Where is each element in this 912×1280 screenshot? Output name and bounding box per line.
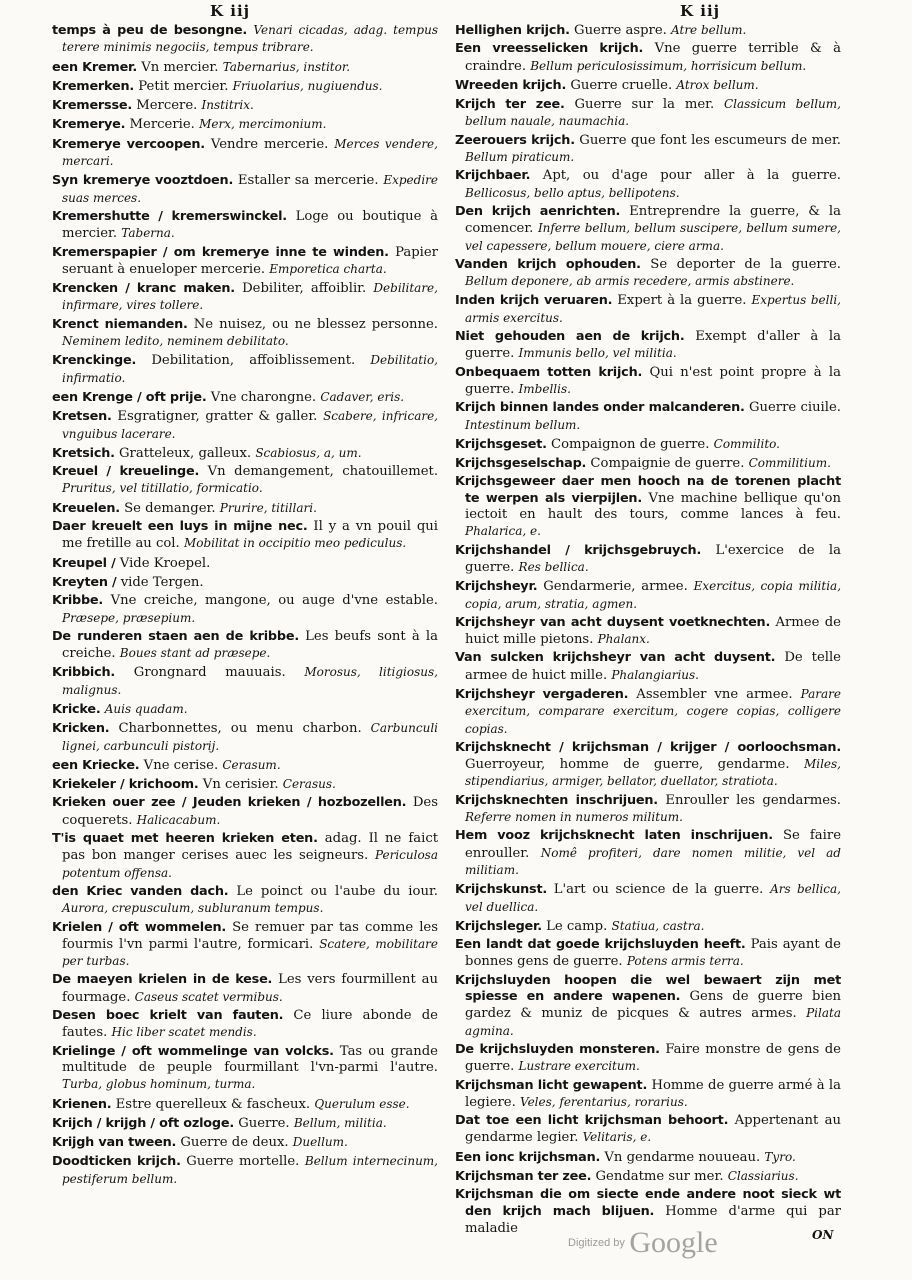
- dictionary-entry: [52, 920, 438, 971]
- french-gloss: Vne machine bellique qu'on iectoit en hault des tours, comme lances à feu.: [465, 490, 841, 523]
- headword: Krijchsheyr.: [455, 579, 538, 595]
- headword: Krijchsheyr van acht duysent voetknechten.: [455, 614, 771, 630]
- dictionary-entry: [455, 973, 841, 1040]
- french-gloss: Se remuer par tas comme les fourmis l'vn parmi l'autre, formicari.: [62, 919, 438, 952]
- latin-gloss: Ars bellica, vel duellica.: [465, 882, 841, 914]
- headword: Krijchbaer.: [455, 168, 531, 184]
- french-gloss: Papier seruant à enueloper mercerie.: [62, 244, 438, 277]
- headword: Hem vooz krijchsknecht laten inschrijuen.: [455, 828, 773, 844]
- french-gloss: Mercere.: [136, 98, 198, 114]
- dictionary-entry: [52, 1096, 438, 1113]
- google-watermark: [568, 1226, 718, 1260]
- watermark-brand: Google: [629, 1226, 718, 1259]
- headword: Kremerye vercoopen.: [52, 136, 205, 152]
- headword: Niet gehouden aen de krijch.: [455, 329, 685, 345]
- headword: Kremerye.: [52, 117, 126, 133]
- latin-gloss: Prurire, titillari.: [219, 500, 317, 515]
- latin-gloss: Cerasum.: [222, 757, 281, 772]
- french-gloss: Guerre ciuile.: [748, 400, 841, 416]
- latin-gloss: Pilata agmina.: [465, 1006, 841, 1038]
- latin-gloss: Bellum, militia.: [293, 1115, 387, 1130]
- french-gloss: Les beufs sont à la creiche.: [62, 628, 438, 662]
- dictionary-entry: [455, 474, 841, 540]
- dictionary-entry: [455, 686, 841, 738]
- french-gloss: Ne nuisez, ou ne blessez personne.: [193, 316, 438, 332]
- latin-gloss: Potens armis terra.: [626, 954, 744, 969]
- headword: Krijchsgeset.: [455, 436, 547, 452]
- headword: Kreuelen.: [52, 500, 120, 516]
- latin-gloss: Merx, mercimonium.: [199, 117, 327, 132]
- dictionary-entry: [455, 881, 841, 916]
- french-gloss: Pais ayant de bonnes gens de guerre.: [465, 937, 841, 970]
- french-gloss: Enrouller les gendarmes.: [665, 792, 841, 808]
- latin-gloss: Veles, ferentarius, rorarius.: [520, 1094, 688, 1109]
- french-gloss: Estre querelleux & fascheux.: [115, 1096, 311, 1112]
- headword: Kremerken.: [52, 78, 135, 94]
- headword: Hellighen krijch.: [455, 23, 570, 38]
- headword: Kribbe.: [52, 593, 104, 609]
- headword: Kreuel / kreuelinge.: [52, 464, 200, 480]
- latin-gloss: Nomê profiteri, dare nomen militie, vel ad militiam.: [465, 845, 841, 877]
- french-gloss: De telle armee de huict mille.: [465, 650, 841, 683]
- latin-gloss: Expertus belli, armis exercitus.: [465, 293, 841, 325]
- dictionary-entry: [455, 257, 841, 291]
- running-header-left: K iij: [210, 2, 251, 20]
- dictionary-entry: [52, 1153, 438, 1188]
- dictionary-entry: [52, 1008, 438, 1042]
- dictionary-entry: [52, 884, 438, 918]
- dictionary-entry: [455, 740, 841, 791]
- latin-gloss: Immunis bello, vel militia.: [518, 346, 677, 361]
- french-gloss: Vne creiche, mangone, ou auge d'vne estable.: [110, 593, 438, 609]
- french-gloss: Vide Kroepel.: [119, 555, 211, 571]
- headword: Vanden krijch ophouden.: [455, 256, 641, 272]
- headword: Krijch binnen landes onder malcanderen.: [455, 400, 745, 416]
- headword: temps à peu de besongne.: [52, 23, 248, 38]
- latin-gloss: Caseus scatet vermibus.: [134, 989, 283, 1004]
- latin-gloss: Phalangiarius.: [611, 667, 699, 682]
- headword: Syn kremerye vooztdoen.: [52, 173, 234, 189]
- french-gloss: vide Tergen.: [120, 574, 204, 590]
- latin-gloss: Cerasus.: [282, 777, 336, 792]
- latin-gloss: Hic liber scatet mendis.: [111, 1025, 257, 1040]
- dictionary-entry: [52, 59, 438, 76]
- latin-gloss: Statiua, castra.: [611, 918, 705, 933]
- dictionary-entry: [52, 1044, 438, 1094]
- watermark-prefix: Digitized by: [568, 1237, 625, 1249]
- french-gloss: Debilitation, affoiblissement.: [151, 353, 356, 369]
- latin-gloss: Parare exercitum, comparare exercitum, cogere copias, colligere copias.: [465, 686, 841, 736]
- french-gloss: Des coquerets.: [62, 795, 438, 828]
- headword: een Kremer.: [52, 59, 137, 75]
- french-gloss: Vendre mercerie.: [210, 136, 329, 152]
- dictionary-entry: [455, 615, 841, 649]
- dictionary-entry: [52, 757, 438, 774]
- french-gloss: Vne guerre terrible & à craindre.: [465, 41, 841, 74]
- dictionary-entry: [455, 41, 841, 75]
- dictionary-entry: [455, 168, 841, 202]
- headword: Krenct niemanden.: [52, 316, 188, 332]
- french-gloss: Se demanger.: [124, 500, 216, 516]
- latin-gloss: Debilitatio, infirmatio.: [62, 353, 438, 385]
- latin-gloss: Boues stant ad præsepe.: [119, 646, 271, 661]
- french-gloss: Charbonnettes, ou menu charbon.: [118, 721, 362, 737]
- french-gloss: Guerre sur la mer.: [574, 97, 715, 113]
- latin-gloss: Scatere, mobilitare per turbas.: [62, 936, 438, 969]
- headword: Dat toe een licht krijchsman behoort.: [455, 1113, 729, 1129]
- latin-gloss: Miles, stipendiarius, armiger, bellator, duellator, stratiota.: [465, 757, 841, 789]
- latin-gloss: Inferre bellum, bellum suscipere, bellum sumere, vel capessere, bellum mouere, ciere arma.: [465, 221, 841, 253]
- latin-gloss: Periculosa potentum offensa.: [62, 848, 438, 880]
- dictionary-entry: [455, 96, 841, 131]
- french-gloss: Gens de guerre bien gardez & muniz de picques & autres armes.: [465, 989, 841, 1022]
- latin-gloss: Præsepe, præsepium.: [62, 610, 196, 625]
- dictionary-entry: [52, 245, 438, 279]
- latin-gloss: Phalanx.: [597, 632, 650, 647]
- headword: Kribbich.: [52, 665, 116, 681]
- french-gloss: Apt, ou d'age pour aller à la guerre.: [542, 168, 841, 184]
- headword: De krijchsluyden monsteren.: [455, 1041, 660, 1057]
- dictionary-entry: [455, 400, 841, 434]
- headword: den Kriec vanden dach.: [52, 883, 229, 899]
- latin-gloss: Expedire suas merces.: [62, 173, 438, 205]
- dictionary-entry: [455, 77, 841, 94]
- dictionary-entry: [455, 329, 841, 363]
- french-gloss: Gendarmerie, armee.: [543, 579, 688, 595]
- headword: Krijchsluyden hoopen die wel bewaert zijn met spiesse en anderе wapenen.: [455, 972, 841, 1005]
- dictionary-entry: [455, 1042, 841, 1076]
- headword: Krijch / krijgh / oft ozloge.: [52, 1115, 234, 1131]
- latin-gloss: Morosus, litigiosus, malignus.: [62, 665, 438, 697]
- headword: Kremersse.: [52, 98, 133, 114]
- dictionary-entry: [455, 292, 841, 327]
- dictionary-entry: [455, 918, 841, 935]
- dictionary-entry: [52, 280, 438, 315]
- headword: Krijch ter zee.: [455, 97, 565, 113]
- headword: Zeerouers krijch.: [455, 132, 575, 148]
- headword: Krijchsman ter zee.: [455, 1169, 592, 1184]
- french-gloss: Vn gendarme nouueau.: [604, 1149, 761, 1165]
- headword: Kremerspapier / om kremerye inne te winden.: [52, 244, 389, 260]
- headword: Krielinge / oft wommelinge van volcks.: [52, 1043, 334, 1059]
- french-gloss: Guerre de deux.: [180, 1135, 289, 1151]
- latin-gloss: Tabernarius, institor.: [222, 59, 351, 74]
- dictionary-entry: [52, 519, 438, 553]
- french-gloss: Se deporter de la guerre.: [650, 256, 841, 272]
- dictionary-entry: [52, 555, 438, 572]
- headword: Krijgh van tween.: [52, 1135, 177, 1151]
- headword: Krijchsheyr vergaderen.: [455, 686, 629, 702]
- french-gloss: L'exercice de la guerre.: [465, 542, 841, 575]
- latin-gloss: Scabiosus, a, um.: [255, 445, 362, 460]
- latin-gloss: Mobilitat in occipitio meo pediculus.: [183, 536, 407, 551]
- french-gloss: Le camp.: [546, 918, 608, 934]
- french-gloss: Qui n'est point propre à la guerre.: [465, 364, 841, 397]
- latin-gloss: Referre nomen in numeros militum.: [465, 810, 683, 825]
- french-gloss: Le poinct ou l'aube du iour.: [236, 883, 438, 899]
- headword: Krielen / oft wommelen.: [52, 919, 227, 935]
- latin-gloss: Phalarica, e.: [465, 524, 541, 539]
- french-gloss: Assembler vne armee.: [636, 686, 793, 702]
- french-gloss: Expert à la guerre.: [617, 293, 747, 309]
- dictionary-entry: [455, 543, 841, 577]
- headword: Krijchsgeselschap.: [455, 456, 587, 472]
- headword: Een landt dat goede krijchsluyden heeft.: [455, 937, 746, 953]
- headword: Kretsich.: [52, 445, 115, 461]
- dictionary-entry: [455, 937, 841, 971]
- french-gloss: Vne charongne.: [210, 389, 317, 405]
- french-gloss: Il y a vn pouil qui me fretille au col.: [62, 519, 438, 552]
- latin-gloss: Scabere, infricare, vnguibus lacerare.: [62, 409, 438, 441]
- french-gloss: Petit mercier.: [138, 78, 229, 94]
- french-gloss: Estaller sa mercerie.: [237, 173, 379, 189]
- latin-gloss: Commilitium.: [748, 456, 831, 471]
- french-gloss: Mercerie.: [129, 117, 195, 133]
- latin-gloss: Neminem ledito, neminem debilitato.: [62, 334, 289, 349]
- latin-gloss: Friuolarius, nugiuendus.: [232, 78, 383, 93]
- headword: Kremershutte / kremerswinckel.: [52, 208, 287, 224]
- french-gloss: Homme d'arme qui par maladie: [465, 1203, 841, 1236]
- headword: Den krijch aenrichten.: [455, 203, 621, 219]
- dictionary-entry: [52, 78, 438, 95]
- latin-gloss: Commilito.: [713, 436, 780, 451]
- french-gloss: Guerroyeur, homme de guerre, gendarme.: [465, 757, 790, 773]
- french-gloss: Esgratigner, gratter & galler.: [117, 409, 318, 425]
- headword: Krieken ouer zee / Jeuden krieken / hozbozellen.: [52, 795, 407, 811]
- latin-gloss: Bellum piraticum.: [465, 150, 575, 165]
- dictionary-entry: [52, 172, 438, 207]
- french-gloss: Compaignon de guerre.: [551, 436, 710, 452]
- dictionary-entry: [455, 436, 841, 453]
- dictionary-entry: [52, 464, 438, 498]
- french-gloss: Les vers fourmillent au fourmage.: [62, 972, 438, 1005]
- headword: Kretsen.: [52, 409, 112, 425]
- dictionary-entry: [455, 578, 841, 613]
- headword: Een ionc krijchsman.: [455, 1149, 601, 1165]
- headword: Krijchshandel / krijchsgebruych.: [455, 542, 702, 558]
- french-gloss: Vn mercier.: [141, 59, 219, 75]
- dictionary-entry: [52, 209, 438, 243]
- latin-gloss: Bellum periculosissimum, horrisicum bellum.: [530, 58, 807, 73]
- headword: De runderen staen aen de kribbe.: [52, 628, 299, 644]
- dictionary-entry: [52, 408, 438, 443]
- headword: Krijchskunst.: [455, 882, 548, 898]
- headword: een Krieckе.: [52, 757, 140, 773]
- latin-gloss: Lustrare exercitum.: [518, 1059, 640, 1074]
- headword: Krienen.: [52, 1096, 112, 1112]
- latin-gloss: Classiarius.: [727, 1169, 799, 1183]
- dictionary-entry: [52, 22, 438, 57]
- headword: Wreeden krijch.: [455, 77, 567, 93]
- french-gloss: Loge ou boutique à mercier.: [62, 208, 438, 242]
- dictionary-entry: [455, 204, 841, 255]
- latin-gloss: Pruritus, vel titillatio, formicatio.: [62, 481, 263, 496]
- headword: Onbequaem totten krijch.: [455, 364, 643, 380]
- headword: Krencken / kranc maken.: [52, 281, 235, 297]
- dictionary-entry: [455, 133, 841, 167]
- french-gloss: Homme de guerre armé à la legiere.: [465, 1077, 842, 1110]
- french-gloss: Guerre.: [238, 1115, 290, 1131]
- french-gloss: Se faire enrouller.: [465, 828, 841, 861]
- latin-gloss: Bellum internecinum, pestiferum bellum.: [62, 1154, 438, 1186]
- signature-mark: ON: [812, 1228, 834, 1242]
- dictionary-entry: [52, 317, 438, 351]
- french-gloss: Vne cerise.: [143, 757, 219, 773]
- latin-gloss: Bellicosus, bello aptus, bellipotens.: [465, 185, 680, 200]
- dictionary-entry: [52, 972, 438, 1006]
- latin-gloss: Velitaris, e.: [582, 1130, 652, 1145]
- headword: Krijchsknecht / krijchsman / krijger / oorloochsman.: [455, 739, 841, 755]
- french-gloss: Vn demangement, chatouillemet.: [207, 464, 439, 480]
- french-gloss: Guerre mortelle.: [186, 1154, 300, 1170]
- latin-gloss: Emporetica charta.: [269, 261, 387, 276]
- dictionary-entry: [52, 352, 438, 387]
- dictionary-entry: [455, 455, 841, 472]
- latin-gloss: Turba, globus hominum, turma.: [62, 1077, 256, 1092]
- dictionary-entry: [52, 500, 438, 517]
- dictionary-entry: [52, 593, 438, 627]
- dictionary-entry: [455, 1168, 841, 1185]
- dictionary-entry: [455, 1113, 841, 1147]
- dictionary-entry: [52, 664, 438, 699]
- headword: Krijchsknechten inschrijuen.: [455, 792, 658, 808]
- french-gloss: Gratteleux, galleux.: [119, 445, 252, 461]
- headword: Kreupel /: [52, 555, 116, 571]
- french-gloss: Vn cerisier.: [202, 777, 279, 793]
- french-gloss: Grongnard mauuais.: [133, 665, 286, 681]
- french-gloss: adag. Il ne faict pas bon manger cerises auec les seigneurs.: [62, 831, 439, 864]
- french-gloss: Armee de huict mille pietons.: [465, 614, 841, 648]
- latin-gloss: Cadaver, eris.: [320, 389, 405, 404]
- french-gloss: Compaignie de guerre.: [590, 456, 745, 472]
- dictionary-entry: [455, 365, 841, 399]
- latin-gloss: Halicacabum.: [136, 812, 221, 827]
- dictionary-entry: [52, 720, 438, 755]
- headword: Kricken.: [52, 721, 110, 737]
- french-gloss: Gendatme sur mer.: [595, 1169, 724, 1184]
- latin-gloss: Bellum deponere, ab armis recedere, armis abstinere.: [465, 274, 795, 289]
- french-gloss: Tas ou grande multitude de peuple fourmillant l'vn-parmi l'autre.: [62, 1043, 438, 1075]
- dictionary-entry: [52, 574, 438, 591]
- french-gloss: Ce liure abonde de fautes.: [62, 1008, 438, 1041]
- headword: Van sulcken krijchsheyr van acht duysent.: [455, 650, 776, 666]
- headword: Kriekeler / krichoom.: [52, 777, 199, 793]
- latin-gloss: Debilitare, infirmare, vires tollere.: [62, 281, 438, 313]
- latin-gloss: Querulum esse.: [314, 1096, 410, 1111]
- headword: een Krenge / oft prije.: [52, 389, 207, 405]
- latin-gloss: Institrix.: [201, 98, 254, 113]
- french-gloss: Guerre aspre.: [574, 23, 667, 38]
- dictionary-entry: [455, 793, 841, 827]
- latin-gloss: Merces vendere, mercari.: [62, 136, 438, 169]
- dictionary-entry: [52, 701, 438, 718]
- headword: T'is quaet met heeren krieken eten.: [52, 831, 318, 847]
- french-gloss: Guerre cruelle.: [570, 77, 673, 93]
- dictionary-entry: [455, 650, 841, 684]
- dictionary-entry: [455, 1078, 841, 1112]
- dictionary-entry: [52, 629, 438, 663]
- headword: Krijchsman licht gewapent.: [455, 1077, 648, 1093]
- latin-gloss: Intestinum bellum.: [465, 417, 581, 432]
- headword: Kricke.: [52, 701, 101, 717]
- left-column: [52, 22, 438, 1190]
- headword: Daer kreuelt een luys in mijne nec.: [52, 519, 308, 535]
- headword: Krijchsleger.: [455, 918, 542, 934]
- latin-gloss: Auis quadam.: [104, 701, 188, 716]
- dictionary-entry: [52, 776, 438, 793]
- latin-gloss: Carbunculi lignei, carbunculi pistorij.: [62, 721, 439, 753]
- headword: Krenckinge.: [52, 353, 137, 369]
- dictionary-entry: [455, 22, 841, 39]
- headword: Een vreesselicken krijch.: [455, 41, 644, 57]
- latin-gloss: Duellum.: [292, 1135, 348, 1150]
- dictionary-entry: [52, 795, 438, 829]
- dictionary-entry: [455, 1149, 841, 1166]
- headword: Inden krijch veruaren.: [455, 293, 613, 309]
- headword: Desen boec krielt van fauten.: [52, 1008, 284, 1024]
- french-gloss: Guerre que font les escumeurs de mer.: [579, 132, 841, 148]
- headword: Krijchsgeweer daer men hooch na de torenen placht te werpen als vierpijlen.: [455, 474, 841, 506]
- latin-gloss: Aurora, crepusculum, subluranum tempus.: [62, 901, 324, 916]
- latin-gloss: Taberna.: [121, 226, 175, 241]
- running-header-right: K iij: [680, 2, 721, 20]
- dictionary-entry: [455, 828, 841, 879]
- french-gloss: L'art ou science de la guerre.: [553, 882, 764, 898]
- headword: Doodticken krijch.: [52, 1154, 181, 1170]
- dictionary-entry: [52, 97, 438, 114]
- dictionary-entry: [52, 389, 438, 406]
- dictionary-entry: [52, 116, 438, 133]
- headword: Krijchsman die om siecte ende andere noot sieck wt den krijch mach blijuen.: [455, 1187, 841, 1219]
- french-gloss: Debiliter, affoiblir.: [242, 281, 367, 297]
- headword: De maeyen krielen in de kese.: [52, 972, 273, 988]
- dictionary-entry: [52, 831, 438, 882]
- latin-gloss: Venari cicadas, adag. tempus terere minimis negociis, tempus tribrare.: [62, 23, 438, 55]
- latin-gloss: Res bellica.: [518, 559, 589, 574]
- latin-gloss: Tyro.: [764, 1149, 796, 1164]
- dictionary-entry: [52, 445, 438, 462]
- french-gloss: Entreprendre la guerre, & la comencer.: [465, 203, 841, 237]
- dictionary-entry: [52, 1134, 438, 1151]
- latin-gloss: Atre bellum.: [671, 23, 747, 37]
- latin-gloss: Imbellis.: [518, 381, 571, 396]
- latin-gloss: Classicum bellum, bellum naualе, naumachia.: [465, 97, 841, 129]
- french-gloss: Appertenant au gendarme legier.: [465, 1113, 841, 1146]
- french-gloss: Exempt d'aller à la guerre.: [465, 329, 841, 362]
- right-column: [455, 22, 841, 1239]
- latin-gloss: Atrox bellum.: [676, 77, 759, 92]
- latin-gloss: Exercitus, copia militia, copia, arum, stratia, agmen.: [465, 579, 842, 611]
- headword: Kreyten /: [52, 574, 117, 590]
- dictionary-entry: [52, 1115, 438, 1132]
- dictionary-entry: [52, 136, 438, 171]
- french-gloss: Faire monstre de gens de guerre.: [465, 1041, 841, 1075]
